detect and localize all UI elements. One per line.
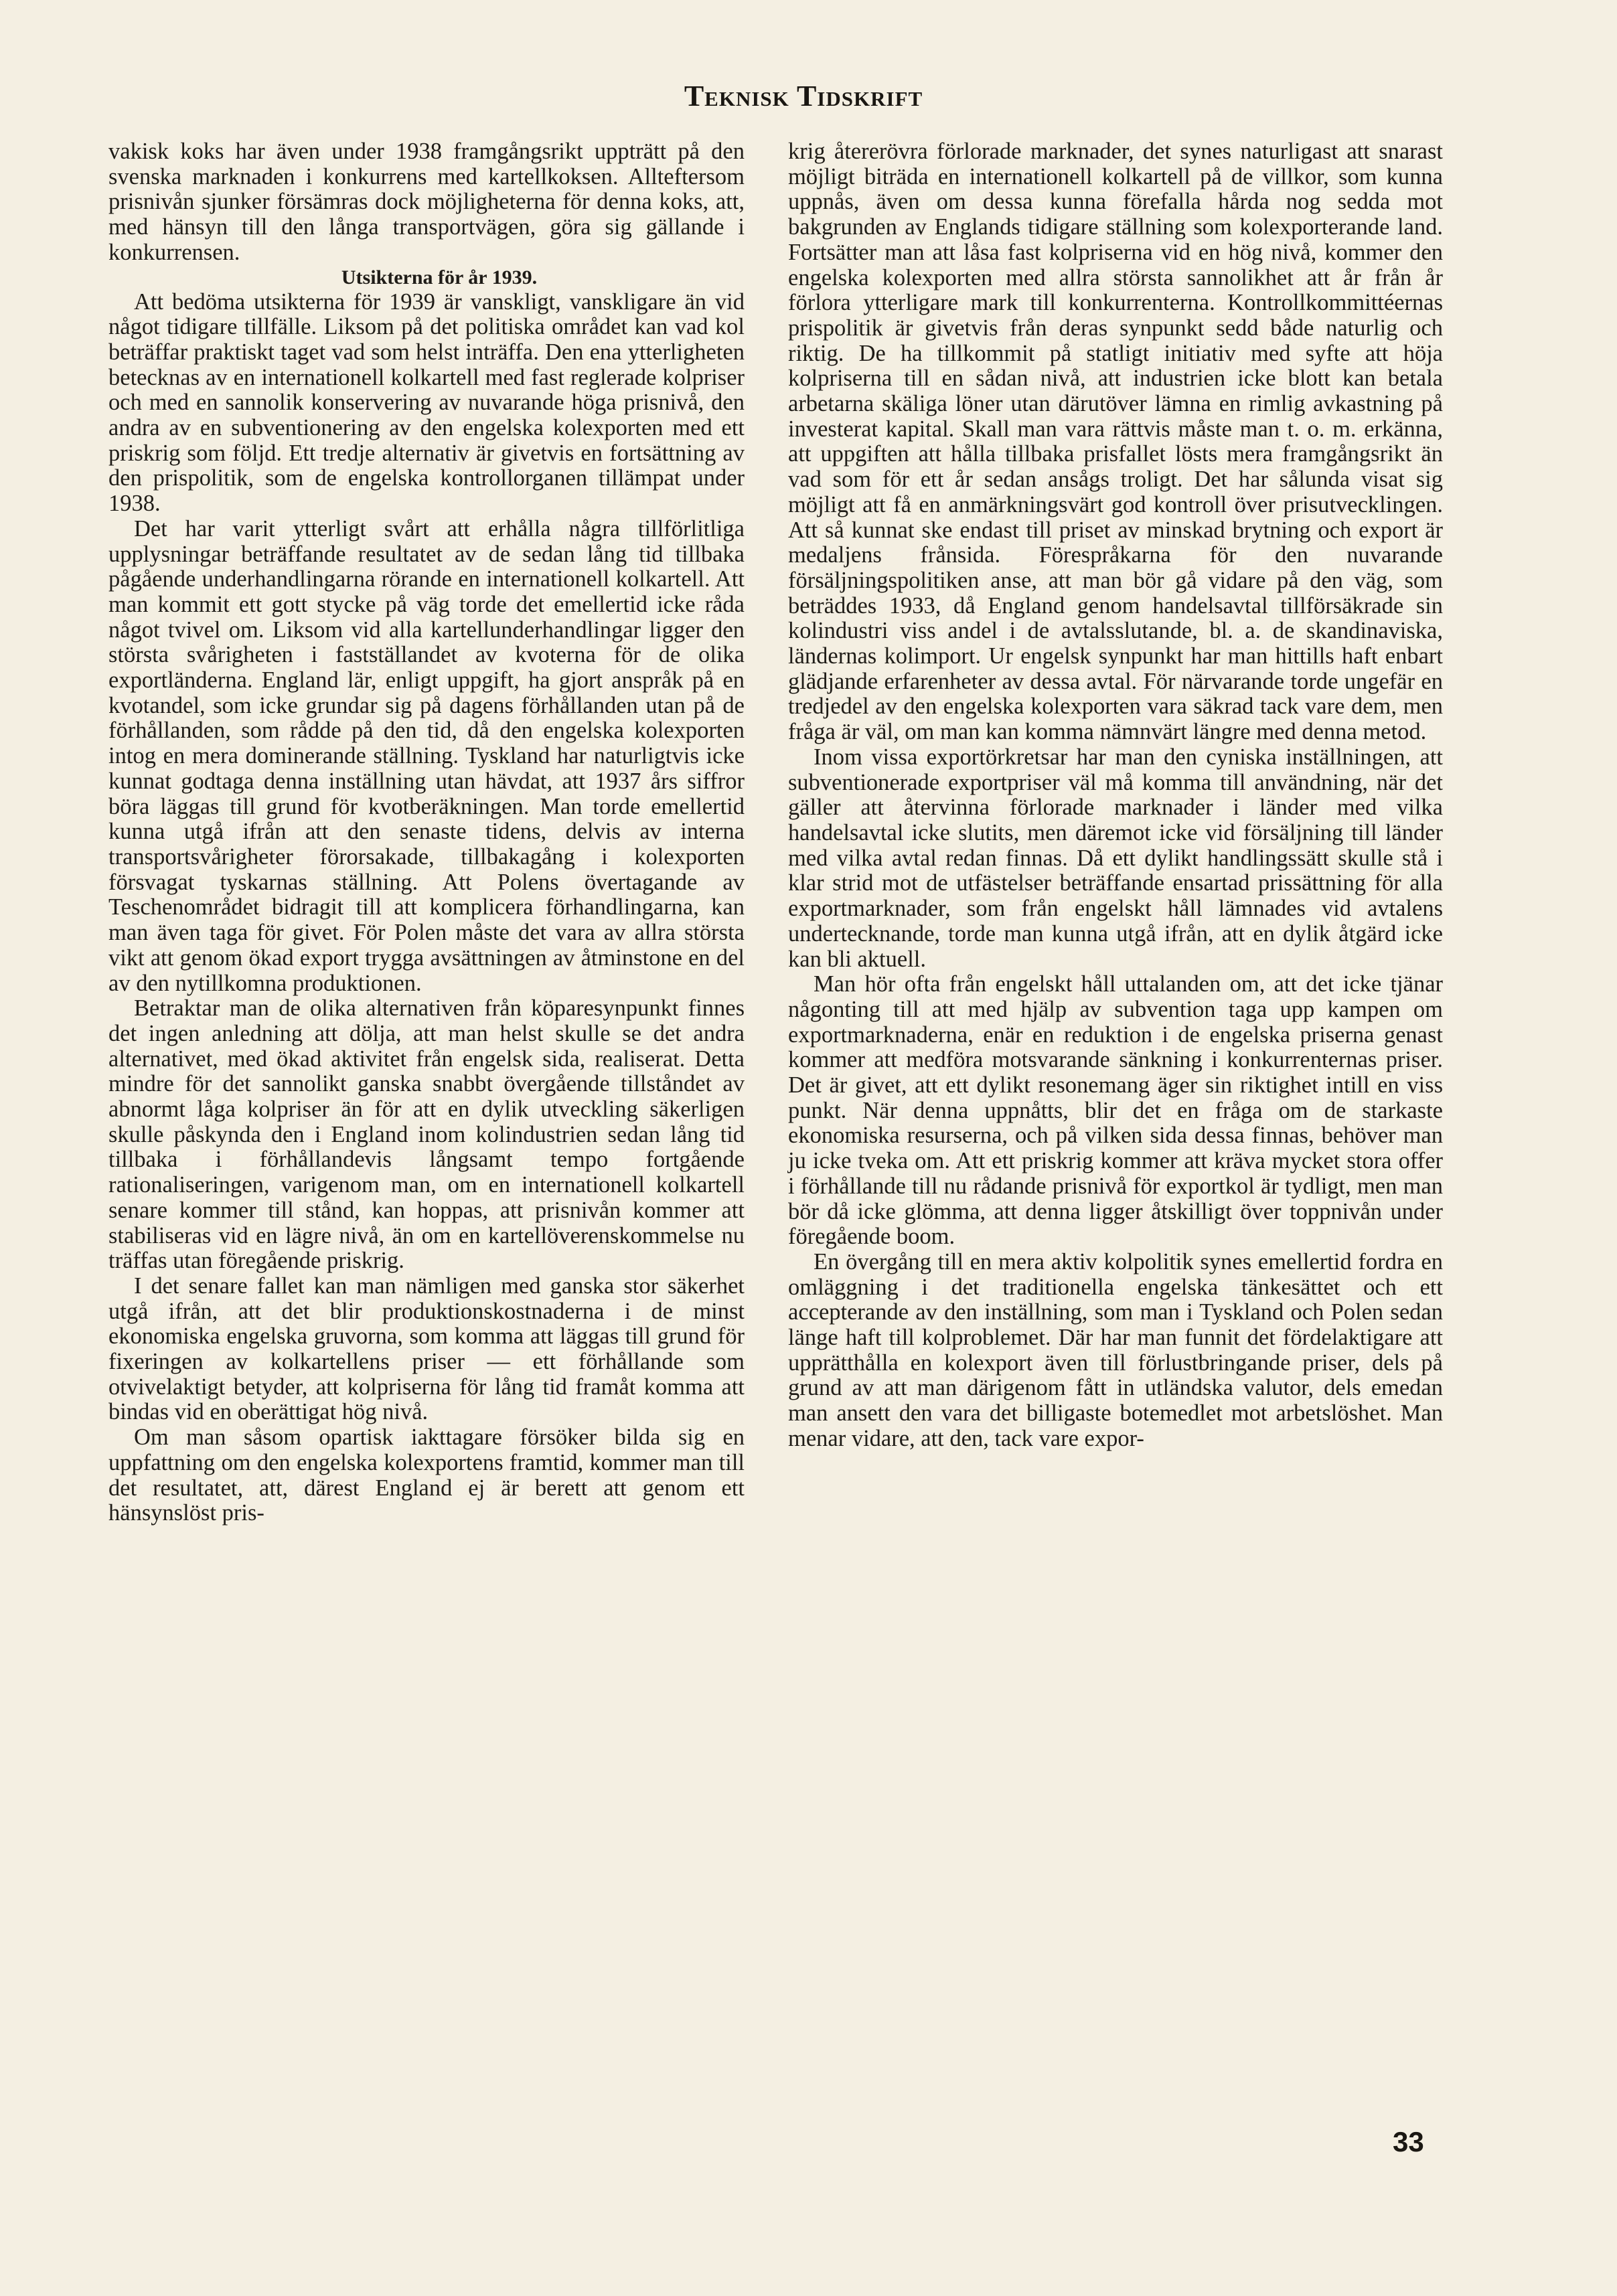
paragraph: I det senare fallet kan man nämligen med ganska stor säkerhet utgå ifrån, att det blir produktionskostnaderna i de minst ekonomiska engelska gruvorna, som komma att läggas till grund för fixeringen av kolkartellens priser — ett förhållande som otvivelaktigt betyder, att kolpriserna för lång tid framåt komma att bindas vid en oberättigat hög nivå. [108, 1273, 745, 1425]
paragraph: Om man såsom opartisk iakttagare försöker bilda sig en uppfattning om den engelska kolexportens framtid, kommer man till det resultatet, att, därest England ej är berett att genom ett hänsynslöst pris- [108, 1424, 745, 1526]
paragraph: Det har varit ytterligt svårt att erhålla några tillförlitliga upplysningar beträffande resultatet av de sedan lång tid tillbaka pågående underhandlingarna rörande en internationell kolkartell. Att man kommit ett gott stycke på väg torde det emellertid icke råda något tvivel om. Liksom vid alla kartellunderhandlingar ligger den största svårigheten i fastställandet av kvoterna för de olika exportländerna. England lär, enligt uppgift, ha gjort anspråk på en kvotandel, som icke grundar sig på dagens förhållanden utan på de förhållanden, som rådde på den tid, då den engelska kolexporten intog en mera dominerande ställning. Tyskland har naturligtvis icke kunnat godtaga denna inställning utan hävdat, att 1937 års siffror böra läggas till grund för kvotberäkningen. Man torde emellertid kunna utgå ifrån att den senaste tidens, delvis av interna transportsvårigheter förorsakade, tillbakagång i kolexporten försvagat tyskarnas ställning. Att Polens övertagande av Teschenområdet bidragit till att komplicera förhandlingarna, kan man även taga för givet. För Polen måste det vara av allra största vikt att genom ökad export trygga avsättningen av åtminstone en del av den nytillkomna produktionen. [108, 515, 745, 996]
right-column [788, 139, 1443, 1452]
paragraph: Att bedöma utsikterna för 1939 är vanskligt, vanskligare än vid något tidigare tillfälle. Liksom på det politiska området kan vad kol beträffar praktiskt taget vad som helst inträffa. Den ena ytterligheten betecknas av en internationell kolkartell med fast reglerade kolpriser och med en sannolik konservering av nuvarande höga prisnivå, den andra av en subventionering av den engelska kolexporten med ett priskrig som följd. Ett tredje alternativ är givetvis en fortsättning av den prispolitik, som de engelska kontrollorganen tillämpat under 1938. [108, 289, 745, 517]
paragraph: Inom vissa exportörkretsar har man den cyniska inställningen, att subventionerade exportpriser väl må komma till användning, när det gäller att återvinna förlorade marknader i länder med vilka handelsavtal icke slutits, men däremot icke vid försäljning till länder med vilka avtal redan finnas. Då ett dylikt handlingssätt skulle stå i klar strid mot de utfästelser beträffande ensartad prissättning för alla exportmarknader, som från engelskt håll lämnades vid avtalens undertecknande, torde man kunna utgå ifrån, att en dylik åtgärd icke kan bli aktuell. [788, 744, 1443, 972]
paragraph: krig återerövra förlorade marknader, det synes naturligast att snarast möjligt biträda en internationell kolkartell på de villkor, som kunna uppnås, även om dessa kunna förefalla hårda nog sedda mot bakgrunden av Englands tidigare ställning som kolexporterande land. Fortsätter man att låsa fast kolpriserna vid en hög nivå, kommer den engelska kolexporten med allra största sannolikhet att år från år förlora ytterligare mark till konkurrenterna. Kontrollkommittéernas prispolitik är givetvis från deras synpunkt sedd både naturlig och riktig. De ha tillkommit på statligt initiativ med syfte att höja kolpriserna till en sådan nivå, att industrien icke blott kan betala arbetarna skäliga löner utan därutöver lämna en rimlig avkastning på investerat kapital. Skall man vara rättvis måste man t. o. m. erkänna, att uppgiften att hålla tillbaka prisfallet lösts mera framgångsrikt än vad som för ett år sedan ansågs troligt. Det har sålunda visat sig möjligt att få en anmärkningsvärt god kontroll över prisutvecklingen. Att så kunnat ske endast till priset av minskad brytning och export är medaljens frånsida. Förespråkarna för den nuvarande försäljningspolitiken anse, att man bör gå vidare på den väg, som beträddes 1933, då England genom handelsavtal tillförsäkrade sin kolindustri viss andel i de avtalsslutande, bl. a. de skandinaviska, ländernas kolimport. Ur engelsk synpunkt har man hittills haft enbart glädjande erfarenheter av dessa avtal. För närvarande torde ungefär en tredjedel av den engelska kolexporten vara säkrad tack vare dem, men fråga är väl, om man kan komma nämnvärt längre med denna metod. [788, 139, 1443, 745]
paragraph: vakisk koks har även under 1938 framgångsrikt uppträtt på den svenska marknaden i konkurrens med kartellkoksen. Allteftersom prisnivån sjunker försämras dock möjligheterna för denna koks, att, med hänsyn till den långa transportvägen, göra sig gällande i konkurrensen. [108, 139, 745, 265]
paragraph: Betraktar man de olika alternativen från köparesynpunkt finnes det ingen anledning att dölja, att man helst skulle se det andra alternativet, med ökad aktivitet från engelsk sida, realiserat. Detta mindre för det sannolikt ganska snabbt övergående tillståndet av abnormt låga kolpriser än för att en dylik utveckling säkerligen skulle påskynda den i England inom kolindustrien sedan lång tid tillbaka i förhållandevis långsamt tempo fortgående rationaliseringen, varigenom man, om en internationell kolkartell senare kommer till stånd, kan hoppas, att prisnivån kommer att stabiliseras vid en lägre nivå, än om en kartellöverenskommelse nu träffas utan föregående priskrig. [108, 995, 745, 1274]
paragraph: En övergång till en mera aktiv kolpolitik synes emellertid fordra en omläggning i det traditionella engelska tänkesättet och ett accepterande av den inställning, som man i Tyskland och Polen sedan länge haft till kolproblemet. Där har man funnit det fördelaktigare att upprätthålla en kolexport även till förlustbringande priser, dels på grund av att man därigenom fått in utländska valutor, dels emedan man ansett den vara det billigaste botemedlet mot arbetslöshet. Man menar vidare, att den, tack vare expor- [788, 1248, 1443, 1451]
left-column [108, 139, 745, 1526]
section-heading: Utsikterna för år 1939. [341, 266, 538, 289]
paragraph: Man hör ofta från engelskt håll uttalanden om, att det icke tjänar någonting till att med hjälp av subvention taga upp kampen om exportmarknaderna, enär en reduktion i de engelska priserna genast kommer att medföra motsvarande sänkning i konkurrenternas priser. Det är givet, att ett dylikt resonemang äger sin riktighet intill en viss punkt. När denna uppnåtts, blir det en fråga om de starkaste ekonomiska resurserna, och på vilken sida dessa finnas, behöver man ju icke tveka om. Att ett priskrig kommer att kräva mycket stora offer i förhållande till nu rådande prisnivå för exportkol är tydligt, men man bör då icke glömma, att denna ligger åtskilligt över toppnivån under föregående boom. [788, 971, 1443, 1250]
page-number: 33 [1393, 2126, 1424, 2157]
journal-masthead: Teknisk Tidskrift [684, 80, 923, 112]
